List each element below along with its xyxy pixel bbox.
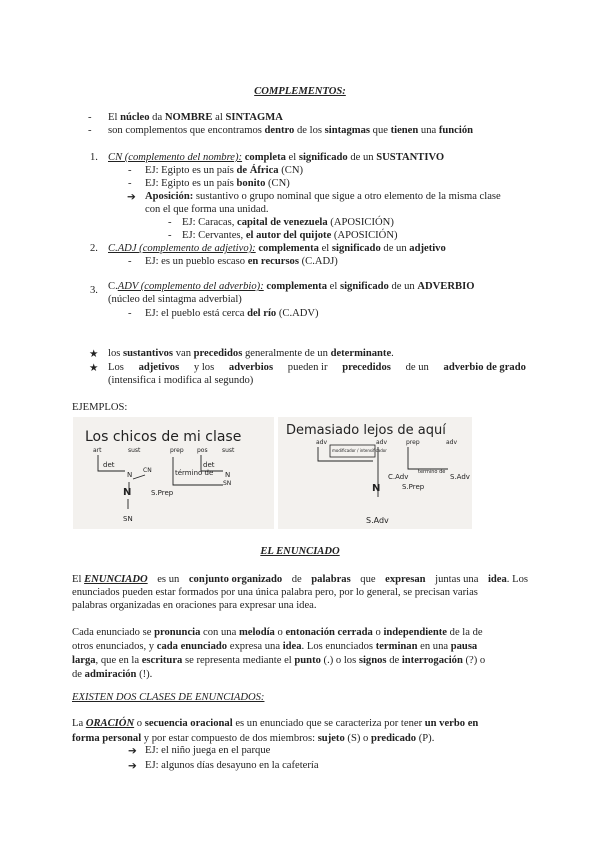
oracion-para: La ORACIÓN o secuencia oracional es un enunciado que se caracteriza por tener un verbo en forma personal y por estar compuesto de dos miembros: sujeto (S) o predicado (P). — [72, 718, 479, 744]
enunciado-para-1: El ENUNCIADO es un conjunto organizado de palabras que expresan juntas una idea. Los enunciados pueden estar formados por una única palabra pero, por lo general, se precisan varias palabras organizadas en oraciones para expresar una idea. — [72, 574, 528, 611]
clases-title: EXISTEN DOS CLASES DE ENUNCIADOS: — [72, 692, 265, 703]
hw-det: det — [103, 461, 115, 469]
star-icon: ★ — [89, 363, 99, 374]
hw-tag: pos — [197, 447, 208, 454]
enunciado-title: EL ENUNCIADO — [260, 546, 340, 557]
cadv-line2: (núcleo del sintagma adverbial) — [108, 294, 242, 305]
cn-example-1: EJ: Egipto es un país de África (CN) — [145, 165, 304, 176]
hw-sadv: S.Adv — [366, 516, 389, 525]
hw-sprep: S.Prep — [402, 483, 425, 491]
hw-n: N — [225, 471, 231, 479]
arrow-icon: ➔ — [128, 746, 137, 757]
star-note-2: Los adjetivos y los adverbios pueden ir precedidos de un adverbio de grado — [108, 362, 526, 373]
arrow-icon: ➔ — [127, 192, 136, 203]
hw-tag: adv — [316, 439, 328, 446]
bullet-complementos: son complementos que encontramos dentro de los sintagmas que tienen una función — [108, 125, 474, 136]
dash: - — [128, 308, 132, 319]
hw-modif: modificador / intensificador — [332, 448, 387, 453]
hw-tag: adv — [446, 439, 458, 446]
hw-det: det — [203, 461, 215, 469]
cadv-number: 3. — [90, 285, 98, 296]
ejemplos-label: EJEMPLOS: — [72, 402, 128, 413]
apos-example-2: EJ: Cervantes, el autor del quijote (APOSICIÓN) — [182, 230, 398, 241]
apos-example-1: EJ: Caracas, capital de venezuela (APOSICIÓN) — [182, 217, 394, 228]
arrow-icon: ➔ — [128, 761, 137, 772]
example-photo-2 — [278, 417, 472, 529]
hw-tag: art — [93, 447, 102, 454]
cadj-example: EJ: es un pueblo escaso en recursos (C.ADJ) — [145, 256, 338, 267]
dash: - — [88, 112, 92, 123]
hw-tag: sust — [222, 447, 235, 454]
hw-sn: SN — [123, 515, 133, 523]
hw-term: término de — [418, 469, 446, 475]
hw-tag: prep — [170, 447, 184, 454]
aposicion-def: Aposición: sustantivo o grupo nominal que sigue a otro elemento de la misma clase — [145, 191, 501, 202]
bullet-nucleo: El núcleo da NOMBRE al SINTAGMA — [108, 112, 283, 123]
cn-number: 1. — [90, 152, 98, 163]
hw-tag: adv — [376, 439, 388, 446]
hw-sadv1: S.Adv — [450, 473, 470, 481]
cadv-heading: C.ADV (complemento del adverbio): complementa el significado de un ADVERBIO — [108, 281, 475, 292]
hw-sentence: Los chicos de mi clase — [85, 429, 242, 445]
hw-sn1: SN — [223, 480, 232, 487]
cadj-number: 2. — [90, 243, 98, 254]
dash: - — [128, 178, 132, 189]
dash: - — [168, 217, 172, 228]
star-icon: ★ — [89, 349, 99, 360]
hw-sentence: Demasiado lejos de aquí — [286, 423, 446, 438]
page-title: COMPLEMENTOS: — [254, 86, 346, 97]
oracion-example-1: EJ: el niño juega en el parque — [145, 745, 271, 756]
oracion-example-2: EJ: algunos días desayuno en la cafetería — [145, 760, 319, 771]
dash: - — [88, 125, 92, 136]
star-note-1: los sustantivos van precedidos generalmente de un determinante. — [108, 348, 394, 359]
aposicion-def-2: con el que forma una unidad. — [145, 204, 269, 215]
cadj-heading: C.ADJ (complemento de adjetivo): complementa el significado de un adjetivo — [108, 243, 446, 254]
hw-n-big: N — [372, 483, 381, 494]
dash: - — [128, 165, 132, 176]
hw-term: término de — [175, 469, 214, 477]
cn-example-2: EJ: Egipto es un país bonito (CN) — [145, 178, 290, 189]
hw-tag: sust — [128, 447, 141, 454]
example-photo-1 — [73, 417, 274, 529]
dash: - — [128, 256, 132, 267]
cn-heading: CN (complemento del nombre): completa el significado de un SUSTANTIVO — [108, 152, 445, 163]
hw-sprep: S.Prep — [151, 489, 174, 497]
dash: - — [168, 230, 172, 241]
hw-cadv: C.Adv — [388, 473, 409, 481]
hw-cn: CN — [143, 467, 152, 474]
hw-n-big: N — [123, 487, 132, 498]
hw-tag: prep — [406, 439, 420, 446]
enunciado-para-2: Cada enunciado se pronuncia con una melodía o entonación cerrada o independiente de la de otros enunciados, y cada enunciado expresa una idea. Los enunciados terminan en una pausa larga, que en la escritura se representa mediante el punto (.) o los signos de interrogación (?) o de admiración (!). — [72, 627, 486, 680]
hw-n: N — [127, 471, 133, 479]
star-note-2-line2: (intensifica i modifica al segundo) — [108, 375, 254, 386]
cadv-example: EJ: el pueblo está cerca del río (C.ADV) — [145, 308, 319, 319]
